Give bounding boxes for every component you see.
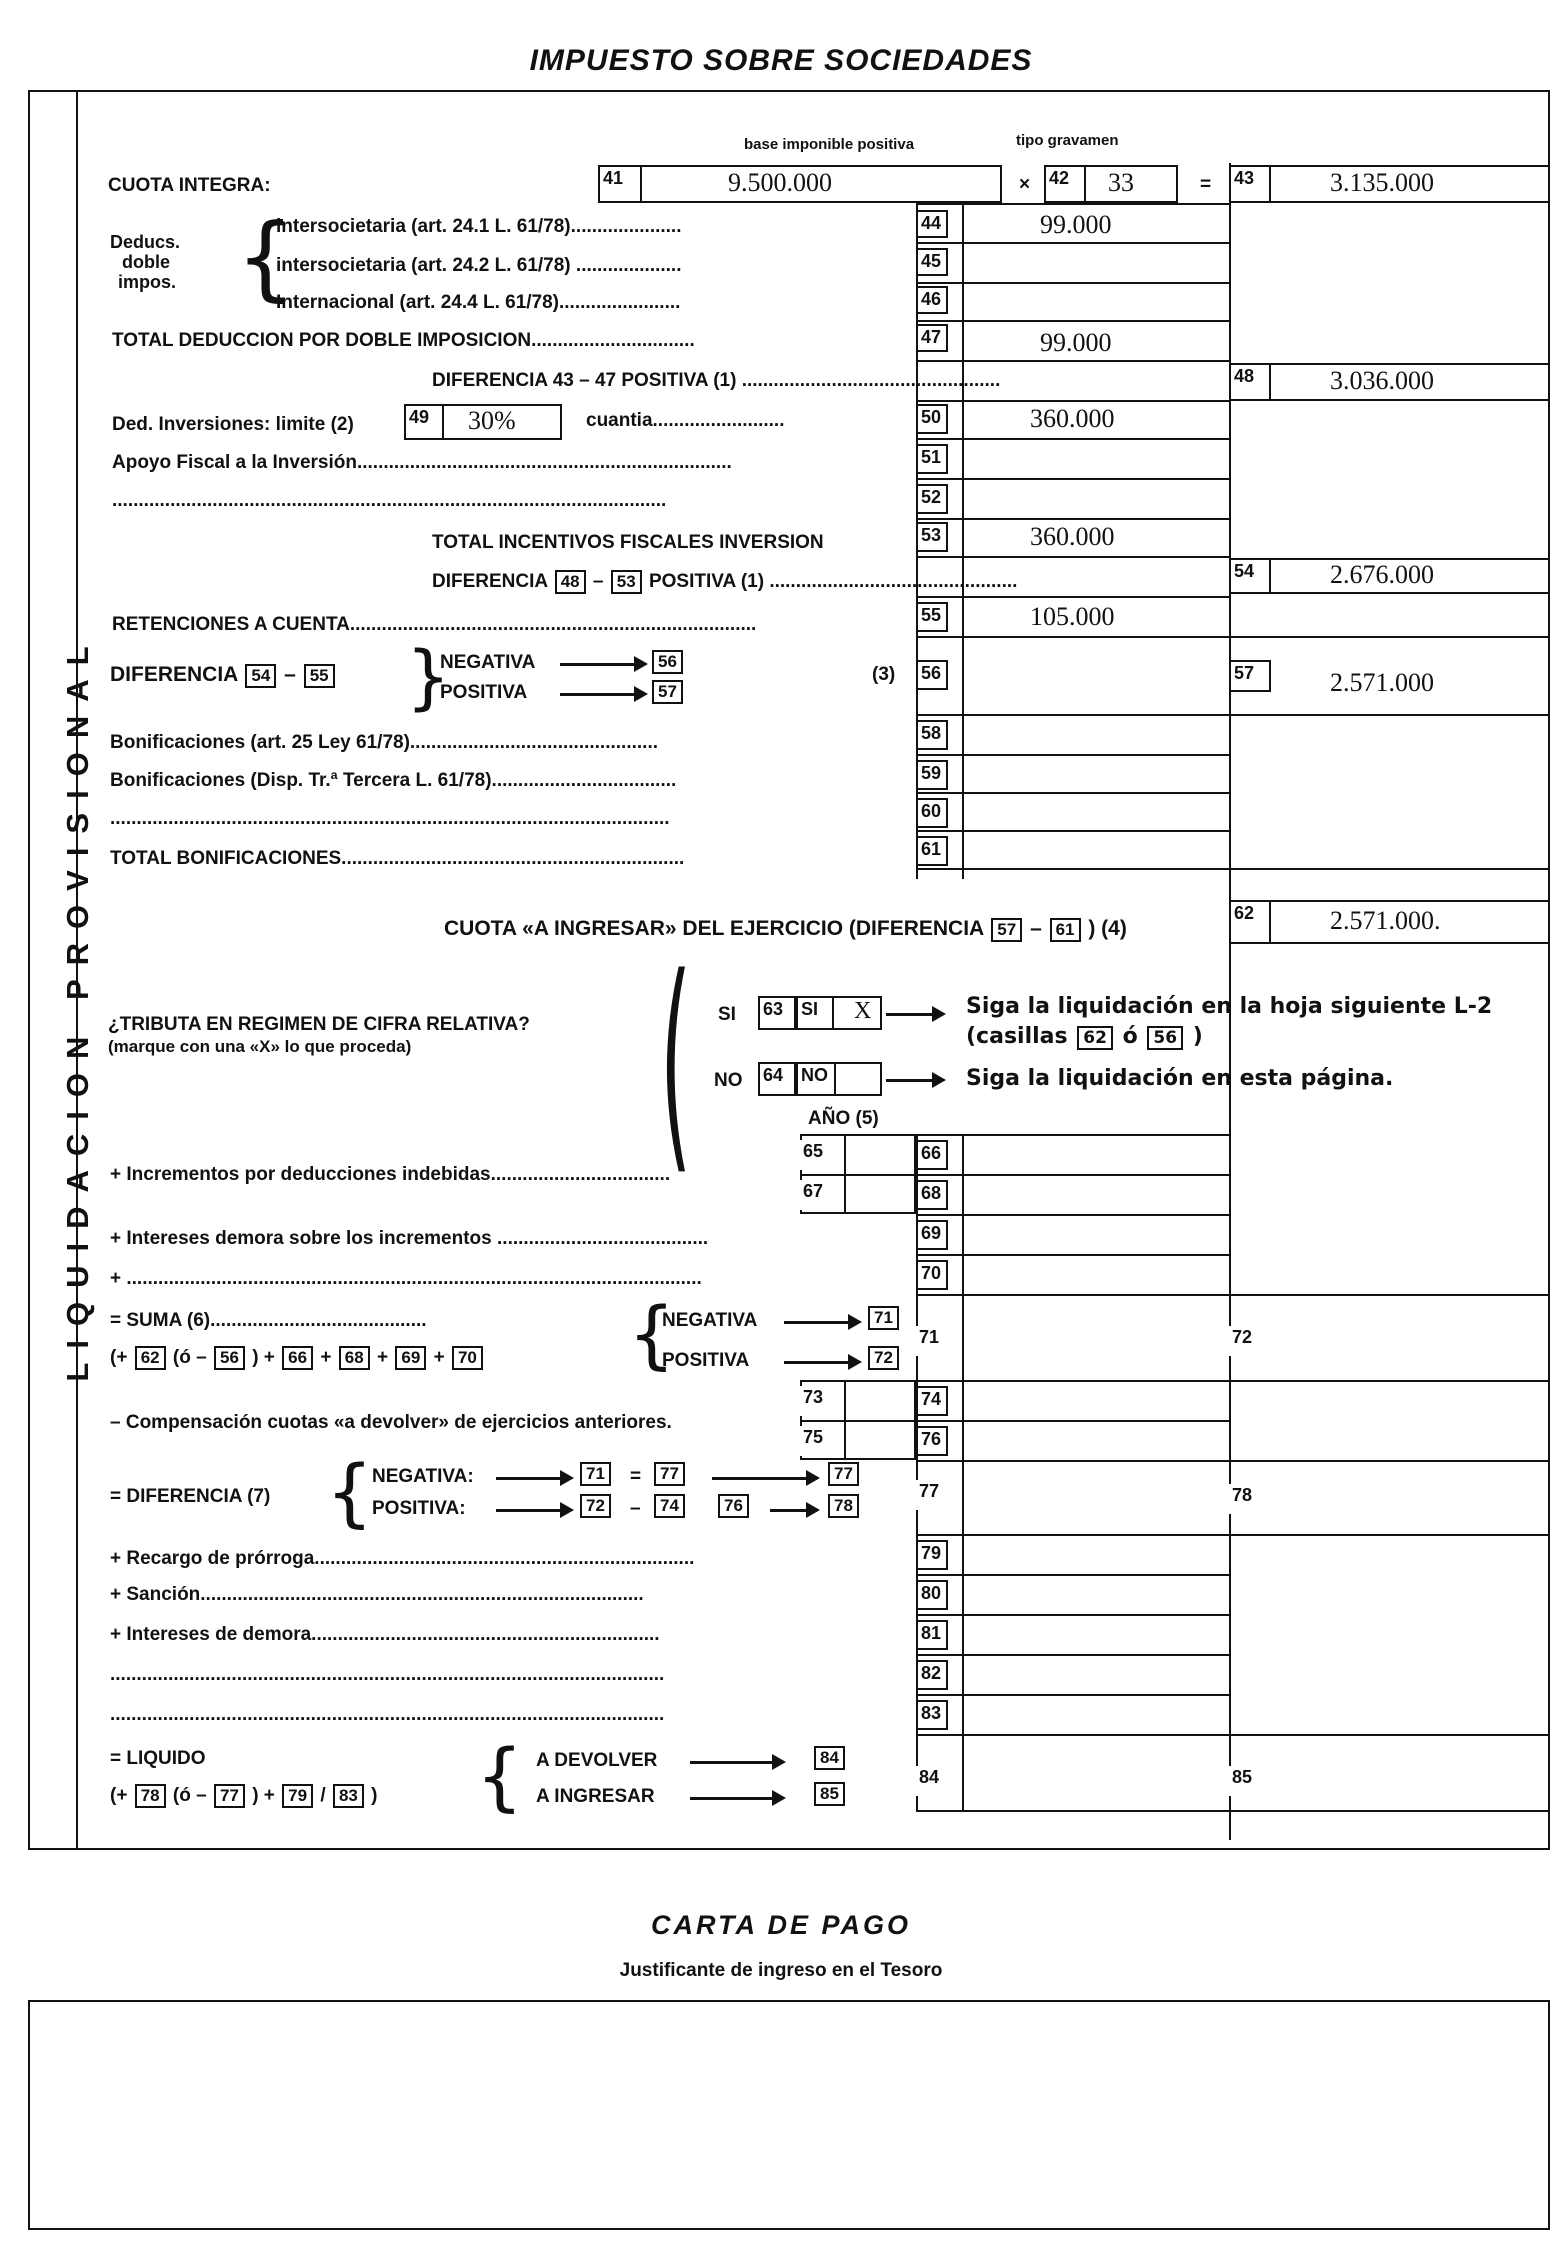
liquido-ing: A INGRESAR (536, 1786, 655, 1807)
box-49-number: 49 (404, 404, 444, 440)
cifra-question: ¿TRIBUTA EN REGIMEN DE CIFRA RELATIVA? (108, 1014, 530, 1035)
box-46-number: 46 (916, 286, 948, 314)
liquido-brace: { (476, 1734, 524, 1820)
dif56-pos-arrow (560, 693, 644, 696)
row-60-label: .......................................................................................................... (110, 808, 670, 829)
row-50-label-b: cuantia......................... (586, 410, 785, 431)
box-69-number: 69 (916, 1220, 948, 1250)
ref-72: 72 (868, 1346, 899, 1370)
ref-79: 79 (282, 1784, 313, 1808)
dif77-label: = DIFERENCIA (7) (110, 1486, 271, 1507)
ref-68: 68 (339, 1346, 370, 1370)
dif77-pos-arrow (496, 1509, 570, 1512)
box-75-number: 75 (800, 1426, 838, 1456)
ref-56b: 56 (1147, 1026, 1183, 1050)
rule (916, 1574, 1230, 1576)
row-50-label-a: Ded. Inversiones: limite (2) (112, 414, 354, 435)
box-58-number: 58 (916, 720, 948, 750)
value-49: 30% (468, 406, 516, 435)
dif77-brace: { (326, 1450, 374, 1536)
equals-sign: = (1200, 174, 1212, 195)
row-81-label: + Intereses de demora.................................................................. (110, 1624, 660, 1645)
box-63-number: 63 (758, 996, 796, 1030)
row-54-label (432, 570, 1017, 594)
deduc-group-1: Deducs. (110, 232, 181, 252)
rule (916, 1810, 1550, 1812)
box-68-number: 68 (916, 1180, 948, 1210)
box-45-number: 45 (916, 248, 948, 276)
ref-56: 56 (652, 650, 683, 674)
box-66-number: 66 (916, 1140, 948, 1170)
box-72-number: 72 (1229, 1326, 1271, 1356)
box-44-number: 44 (916, 210, 948, 238)
rule (916, 830, 1230, 832)
ref-53: 53 (611, 570, 642, 594)
row-46-label: Internacional (art. 24.4 L. 61/78)....................... (276, 292, 681, 313)
rule (916, 438, 1230, 440)
mid-val-line (962, 203, 964, 879)
no-arrow (886, 1079, 942, 1082)
box-47-number: 47 (916, 324, 948, 352)
dif77-neg-arrow (496, 1477, 570, 1480)
box-82-number: 82 (916, 1660, 948, 1690)
box-57-number: 57 (1229, 660, 1271, 692)
row-61-label: TOTAL BONIFICACIONES................................................................. (110, 848, 685, 869)
row-51-label: Apoyo Fiscal a la Inversión....................................................................... (112, 452, 732, 473)
rule (962, 1134, 964, 1810)
dif56-neg-arrow (560, 663, 644, 666)
si-close: ) (1192, 1024, 1203, 1049)
box-41-number: 41 (598, 165, 642, 203)
si-o: ó (1122, 1024, 1138, 1049)
rule (916, 203, 1230, 205)
cifra-no-label: NO (714, 1070, 743, 1091)
box-53-number: 53 (916, 522, 948, 552)
row-70-label: + ............................................................................................................. (110, 1268, 702, 1289)
row-56-dash: – (284, 663, 296, 686)
mark-63: X (854, 998, 872, 1024)
box-80-number: 80 (916, 1580, 948, 1610)
row-65-label: + Incrementos por deducciones indebidas.................................. (110, 1164, 671, 1185)
liq-o: (ó – (172, 1785, 207, 1806)
row-62-text-a: CUOTA «A INGRESAR» DEL EJERCICIO (DIFERENCIA (444, 917, 984, 940)
box-78-number: 78 (1229, 1484, 1271, 1514)
rule (916, 1174, 1230, 1176)
box-42-number: 42 (1044, 165, 1086, 203)
ref-77b: 77 (828, 1462, 859, 1486)
rule (916, 1654, 1230, 1656)
liquido-dev: A DEVOLVER (536, 1750, 658, 1771)
liquido-dev-arrow (690, 1761, 782, 1764)
dif56-brace: } (406, 636, 451, 718)
cifra-si-label: SI (718, 1004, 736, 1025)
ref-69: 69 (395, 1346, 426, 1370)
ref-77: 77 (654, 1462, 685, 1486)
box-43-number: 43 (1229, 165, 1271, 203)
suma-label: = SUMA (6)......................................... (110, 1310, 427, 1331)
ref-77c: 77 (214, 1784, 245, 1808)
row-54-text-a: DIFERENCIA (432, 571, 548, 592)
comp-label: – Compensación cuotas «a devolver» de ejercicios anteriores. (110, 1412, 672, 1433)
box-54-number: 54 (1229, 558, 1271, 594)
value-48: 3.036.000 (1330, 366, 1434, 395)
si-arrow (886, 1013, 942, 1016)
ref-48: 48 (555, 570, 586, 594)
box-52-number: 52 (916, 484, 948, 514)
rule (916, 556, 1230, 558)
row-69-label: + Intereses demora sobre los incrementos ........................................ (110, 1228, 709, 1249)
box-64-number: 64 (758, 1062, 796, 1096)
suma-formula (110, 1346, 485, 1370)
dif77-pos (372, 1498, 466, 1520)
ref-71b: 71 (580, 1462, 611, 1486)
deduc-brace: { (236, 204, 295, 311)
value-42: 33 (1108, 168, 1134, 197)
rule (800, 1174, 916, 1176)
rule (916, 754, 1230, 756)
dif77-pos-text: POSITIVA: (372, 1498, 466, 1519)
box-83-number: 83 (916, 1700, 948, 1730)
ref-62b: 62 (135, 1346, 166, 1370)
box-77-number: 77 (916, 1480, 948, 1510)
deduc-group-2: doble (122, 252, 170, 272)
box-65-number: 65 (800, 1140, 838, 1170)
row-80-label: + Sanción.................................................................................... (110, 1584, 644, 1605)
suma-pos: POSITIVA (662, 1350, 750, 1371)
rule (916, 320, 1230, 322)
rule (916, 1694, 1230, 1696)
box-70-number: 70 (916, 1260, 948, 1290)
row-44-label: intersocietaria (art. 24.1 L. 61/78)..................... (276, 216, 682, 237)
dif77-eq: = (630, 1466, 642, 1487)
rule (916, 242, 1230, 244)
ref-76: 76 (718, 1494, 749, 1518)
rule (916, 400, 1230, 402)
row-56-label (110, 664, 337, 688)
box-50-number: 50 (916, 404, 948, 434)
suma-plus4: + (433, 1347, 445, 1368)
row-59-label: Bonificaciones (Disp. Tr.ª Tercera L. 61/78)................................... (110, 770, 677, 791)
value-47: 99.000 (1040, 328, 1112, 357)
row-62-dash: – (1030, 917, 1042, 940)
suma-plus2: + (320, 1347, 332, 1368)
rule (916, 1460, 1550, 1462)
ref-83: 83 (333, 1784, 364, 1808)
tipo-caption: tipo gravamen (1016, 132, 1119, 149)
dif77-neg (372, 1466, 474, 1488)
box-55-number: 55 (916, 602, 948, 632)
box-51-number: 51 (916, 444, 948, 474)
rule (916, 1294, 1550, 1296)
row-82-label: ......................................................................................................... (110, 1664, 665, 1685)
cifra-hint: (marque con una «X» lo que proceda) (108, 1037, 412, 1056)
value-62: 2.571.000. (1330, 906, 1441, 935)
box-60-number: 60 (916, 798, 948, 828)
dif77-neg-arrow-2 (712, 1477, 816, 1480)
cifra-brace: ( (660, 929, 692, 1196)
box-79-number: 79 (916, 1540, 948, 1570)
liq-plus: ) + (252, 1785, 275, 1806)
rule (916, 636, 1550, 638)
row-47-label: TOTAL DEDUCCION POR DOBLE IMPOSICION............................... (112, 330, 695, 351)
value-44: 99.000 (1040, 210, 1112, 239)
box-85-number: 85 (1229, 1766, 1271, 1796)
row-56-text: DIFERENCIA (110, 663, 238, 686)
ref-71: 71 (868, 1306, 899, 1330)
suma-brace: { (628, 1292, 676, 1378)
liquido-ing-arrow (690, 1797, 782, 1800)
ref-56c: 56 (214, 1346, 245, 1370)
dif77-dash: – (630, 1498, 641, 1519)
box-76-number: 76 (916, 1426, 948, 1456)
base-caption: base imponible positiva (744, 136, 915, 153)
ref-70: 70 (452, 1346, 483, 1370)
mid-right-line (1229, 203, 1231, 879)
row-55-label: RETENCIONES A CUENTA............................................................................. (112, 614, 757, 635)
rule (916, 792, 1230, 794)
liq-close: ) (371, 1785, 378, 1806)
rule (916, 1380, 1550, 1382)
rule (916, 1420, 1230, 1422)
suma-open: (+ (110, 1347, 128, 1368)
value-41: 9.500.000 (728, 168, 832, 197)
carta-title: CARTA DE PAGO (650, 1910, 911, 1940)
si-casillas: (casillas (966, 1024, 1068, 1049)
box-67-number: 67 (800, 1180, 838, 1210)
box-61-number: 61 (916, 836, 948, 866)
side-label: LIQUIDACION PROVISIONAL (60, 632, 95, 1382)
page-title: IMPUESTO SOBRE SOCIEDADES (529, 44, 1033, 77)
ref-66: 66 (282, 1346, 313, 1370)
value-50: 360.000 (1030, 404, 1115, 433)
deduc-group-3: impos. (118, 272, 177, 292)
row-52-label: ......................................................................................................... (112, 490, 667, 511)
si-instruction: Siga la liquidación en la hoja siguiente L-2 (966, 994, 1493, 1019)
carta-subtitle: Justificante de ingreso en el Tesoro (619, 1960, 943, 1981)
row-53-label: TOTAL INCENTIVOS FISCALES INVERSION (432, 532, 824, 553)
row-83-label: ......................................................................................................... (110, 1704, 665, 1725)
dif77-pos-arrow-2 (770, 1509, 816, 1512)
ref-55: 55 (304, 664, 335, 688)
box-63-si: SI (796, 996, 834, 1030)
ref-72b: 72 (580, 1494, 611, 1518)
value-43: 3.135.000 (1330, 168, 1434, 197)
ref-57b: 57 (991, 918, 1022, 942)
cuota-integra-label: CUOTA INTEGRA: (108, 175, 271, 196)
ano-label: AÑO (5) (808, 1108, 879, 1129)
ref-57: 57 (652, 680, 683, 704)
ref-78: 78 (828, 1494, 859, 1518)
row-54-text-b: POSITIVA (1) ............................................... (648, 571, 1018, 592)
dif56-neg-label: NEGATIVA (440, 652, 536, 673)
rule (916, 1134, 1230, 1136)
rule (916, 714, 1550, 716)
liq-open: (+ (110, 1785, 128, 1806)
box-48-number: 48 (1229, 363, 1271, 401)
rule (916, 1734, 1550, 1736)
rule (916, 1534, 1550, 1536)
ref-78b: 78 (135, 1784, 166, 1808)
rule (916, 1614, 1230, 1616)
liquido-formula (110, 1784, 377, 1808)
rule (916, 868, 1550, 870)
value-57: 2.571.000 (1330, 668, 1434, 697)
suma-neg: NEGATIVA (662, 1310, 758, 1331)
box-56-number: 56 (916, 660, 948, 690)
box-73-number: 73 (800, 1386, 838, 1416)
times-sign: × (1019, 174, 1031, 195)
rule (916, 282, 1230, 284)
box-84-number: 84 (916, 1766, 948, 1796)
row-62-label (444, 918, 1127, 942)
row-45-label: intersocietaria (art. 24.2 L. 61/78) .................... (276, 255, 682, 276)
rule (844, 1134, 846, 1214)
row-48-label: DIFERENCIA 43 – 47 POSITIVA (1) ................................................. (432, 370, 1001, 391)
ref-61: 61 (1050, 918, 1081, 942)
rule (916, 518, 1230, 520)
dif77-neg-text: NEGATIVA: (372, 1466, 474, 1487)
si-instruction-2 (966, 1024, 1203, 1050)
ref-85: 85 (814, 1782, 845, 1806)
row-79-label: + Recargo de prórroga........................................................................ (110, 1548, 695, 1569)
ref-74: 74 (654, 1494, 685, 1518)
box-59-number: 59 (916, 760, 948, 790)
row-58-label: Bonificaciones (art. 25 Ley 61/78)............................................... (110, 732, 659, 753)
ref-54: 54 (245, 664, 276, 688)
rule (916, 1254, 1230, 1256)
rule (916, 1214, 1230, 1216)
box-62-number: 62 (1229, 900, 1271, 944)
carta-box (28, 2000, 1550, 2230)
suma-plus1: ) + (252, 1347, 275, 1368)
value-55: 105.000 (1030, 602, 1115, 631)
rule (916, 478, 1230, 480)
no-instruction: Siga la liquidación en esta página. (966, 1066, 1394, 1091)
box-71-number: 71 (916, 1326, 948, 1356)
ref-62: 62 (1077, 1026, 1113, 1050)
ref-84: 84 (814, 1746, 845, 1770)
rule (916, 596, 1230, 598)
liq-slash: / (320, 1785, 326, 1806)
rule (800, 1420, 916, 1422)
value-54: 2.676.000 (1330, 560, 1434, 589)
suma-neg-arrow (784, 1321, 858, 1324)
rule (844, 1380, 846, 1460)
row-54-dash: – (592, 571, 604, 592)
suma-pos-arrow (784, 1361, 858, 1364)
dif56-note: (3) (872, 664, 896, 685)
suma-plus3: + (376, 1347, 389, 1368)
box-81-number: 81 (916, 1620, 948, 1650)
rule (916, 360, 1230, 362)
row-62-text-b: ) (4) (1088, 917, 1127, 940)
dif56-pos-label: POSITIVA (440, 682, 528, 703)
box-74-number: 74 (916, 1386, 948, 1416)
suma-o: (ó – (172, 1347, 207, 1368)
value-53: 360.000 (1030, 522, 1115, 551)
liquido-label: = LIQUIDO (110, 1748, 206, 1769)
box-64-no: NO (796, 1062, 836, 1096)
